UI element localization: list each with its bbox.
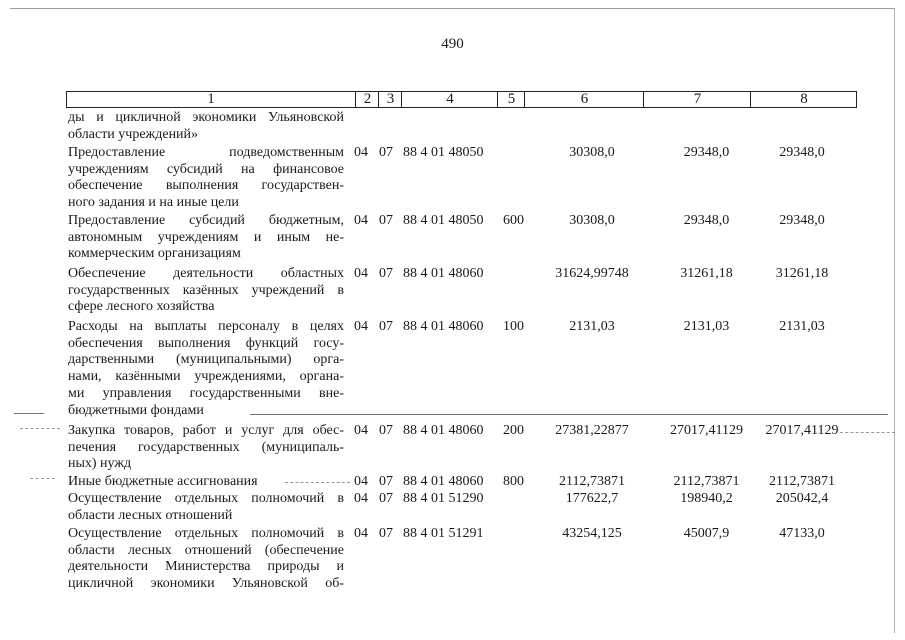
text-line: бюджетными фондами	[68, 402, 204, 418]
text-line: обеспечения выполнения функций госу-	[68, 335, 344, 351]
row-2-col-4: 88 4 01 48060	[403, 266, 484, 281]
row-4-col-6: 27381,22877	[555, 423, 629, 438]
row-1-col-5: 600	[503, 213, 524, 228]
row-7-col-8: 47133,0	[779, 526, 825, 541]
text-line: Расходы на выплаты персоналу в целях	[68, 319, 344, 334]
row-0-col-3: 07	[379, 145, 393, 160]
header-col-1: 1	[207, 91, 215, 107]
text-line: коммерческим организациям	[68, 246, 241, 262]
row-7-col-2: 04	[354, 526, 368, 541]
table-row-7-description	[68, 526, 344, 593]
page-frame-right-border	[894, 8, 895, 633]
scan-artifact-line	[250, 414, 888, 415]
text-line: Осуществление отдельных полномочий в	[68, 491, 344, 506]
row-3-col-6: 2131,03	[569, 319, 615, 334]
text-line: Закупка товаров, работ и услуг для обес-	[68, 423, 344, 438]
row-4-col-2: 04	[354, 423, 368, 438]
row-1-col-8: 29348,0	[779, 213, 825, 228]
row-3-col-4: 88 4 01 48060	[403, 319, 484, 334]
row-0-col-7: 29348,0	[683, 145, 730, 160]
table-row-1-description	[68, 213, 344, 263]
text-line: Предоставление субсидий бюджетным,	[68, 213, 344, 228]
row-2-col-2: 04	[354, 266, 368, 281]
text-line: государственных казённых учреждений в	[68, 282, 344, 298]
header-col-8: 8	[750, 92, 857, 107]
row-0-col-6: 30308,0	[569, 145, 615, 160]
text-line: ных) нужд	[68, 456, 132, 472]
row-6-col-4: 88 4 01 51290	[403, 491, 484, 506]
row-6-col-7: 198940,2	[680, 491, 733, 506]
table-row-5-description	[68, 474, 344, 491]
page-frame-top-border	[10, 8, 895, 9]
header-col-5: 5	[497, 92, 525, 107]
header-col-7: 7	[643, 92, 751, 107]
text-line: области лесных отношений	[68, 507, 233, 523]
row-3-col-3: 07	[379, 319, 393, 334]
row-2-col-7: 31261,18	[680, 266, 733, 281]
text-line: области лесных отношений (обеспечение	[68, 542, 344, 558]
table-row-0-description	[68, 145, 344, 212]
text-line: цикличной экономики Ульяновской об-	[68, 576, 344, 592]
row-5-col-3: 07	[379, 474, 393, 489]
text-line: ды и цикличной экономики Ульяновской	[68, 110, 344, 125]
text-line: дарственными (муниципальными) орга-	[68, 352, 344, 368]
row-6-col-6: 177622,7	[565, 491, 619, 506]
row-4-col-8: 27017,41129	[765, 423, 839, 438]
row-5-col-5: 800	[503, 474, 524, 489]
text-line: Обеспечение деятельности областных	[68, 266, 344, 281]
table-header-row	[66, 91, 857, 108]
page-number: 490	[441, 36, 464, 52]
row-3-col-5: 100	[503, 319, 524, 334]
row-5-col-6: 2112,73871	[559, 474, 625, 489]
text-line: ми управления государственными вне-	[68, 385, 344, 401]
row-0-col-8: 29348,0	[779, 145, 825, 160]
scan-artifact-line	[20, 428, 60, 429]
scan-artifact-line	[30, 478, 55, 479]
row-3-col-8: 2131,03	[779, 319, 825, 334]
row-7-col-6: 43254,125	[562, 526, 622, 541]
row-3-col-2: 04	[354, 319, 368, 334]
row-5-col-7: 2112,73871	[673, 474, 740, 489]
row-0-col-2: 04	[354, 145, 368, 160]
text-line: области учреждений»	[68, 126, 199, 142]
text-line: Иные бюджетные ассигнования	[68, 474, 258, 489]
table-row-4-description	[68, 423, 344, 473]
text-line: обеспечение выполнения государствен-	[68, 178, 344, 194]
row-2-col-8: 31261,18	[775, 266, 829, 281]
header-col-4: 4	[401, 92, 498, 107]
row-6-col-3: 07	[379, 491, 393, 506]
row-2-col-6: 31624,99748	[555, 266, 629, 281]
text-line: сфере лесного хозяйства	[68, 299, 215, 315]
row-1-col-7: 29348,0	[683, 213, 730, 228]
row-1-col-2: 04	[354, 213, 368, 228]
row-0-col-4: 88 4 01 48050	[403, 145, 484, 160]
row-7-col-4: 88 4 01 51291	[403, 526, 484, 541]
row-2-col-3: 07	[379, 266, 393, 281]
text-line: нами, казёнными учреждениями, органа-	[68, 369, 344, 385]
row-3-col-7: 2131,03	[683, 319, 730, 334]
text-line: деятельности Министерства природы и	[68, 559, 344, 575]
header-col-2: 2	[355, 92, 379, 107]
row-1-col-4: 88 4 01 48050	[403, 213, 484, 228]
table-row-2-description	[68, 266, 344, 316]
text-line: ного задания и на иные цели	[68, 195, 239, 211]
row-7-col-7: 45007,9	[683, 526, 730, 541]
row-4-col-4: 88 4 01 48060	[403, 423, 484, 438]
row-6-col-2: 04	[354, 491, 368, 506]
row-1-col-6: 30308,0	[569, 213, 615, 228]
row-5-col-8: 2112,73871	[769, 474, 835, 489]
text-line: автономным учреждениям и иным не-	[68, 229, 344, 245]
table-row-3-description	[68, 319, 344, 419]
scan-artifact-line	[14, 413, 44, 414]
text-line: печения государственных (муниципаль-	[68, 439, 344, 455]
row-5-col-2: 04	[354, 474, 368, 489]
row-4-col-7: 27017,41129	[670, 423, 743, 438]
row-5-col-4: 88 4 01 48060	[403, 474, 484, 489]
row-4-col-3: 07	[379, 423, 393, 438]
row-7-col-3: 07	[379, 526, 393, 541]
row-6-col-8: 205042,4	[775, 491, 829, 506]
continuation-text	[68, 110, 344, 143]
text-line: Предоставление подведомственным	[68, 145, 344, 160]
header-col-6: 6	[524, 92, 644, 107]
row-4-col-5: 200	[503, 423, 524, 438]
text-line: Осуществление отдельных полномочий в	[68, 526, 344, 541]
text-line: учреждениям субсидий на финансовое	[68, 161, 344, 177]
row-1-col-3: 07	[379, 213, 393, 228]
table-row-6-description	[68, 491, 344, 524]
header-col-3: 3	[378, 92, 402, 107]
